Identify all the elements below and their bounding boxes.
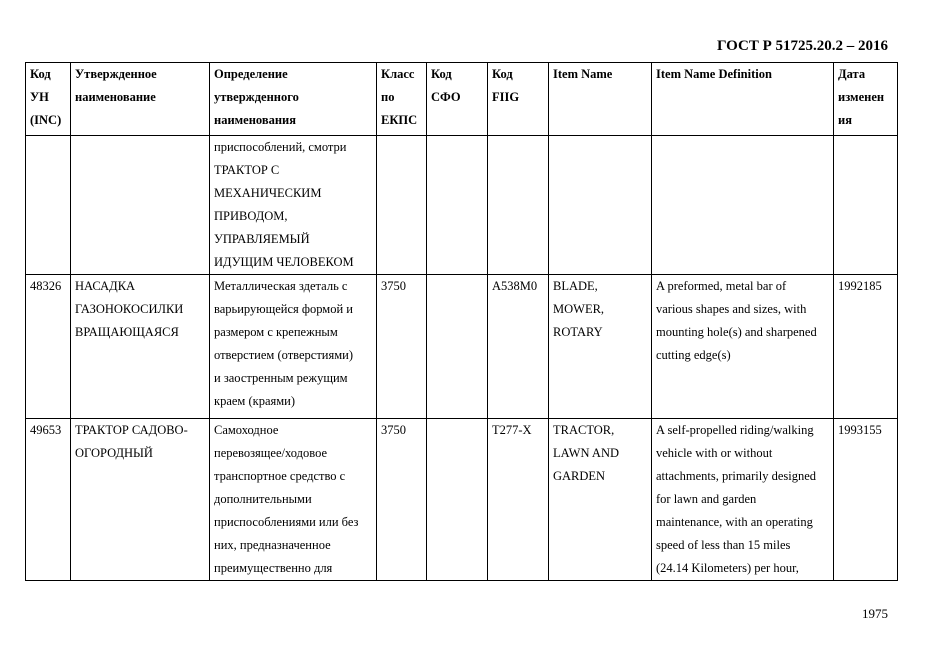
cell-class: 3750: [377, 419, 427, 581]
cell-fiig: A538M0: [488, 275, 549, 419]
cell-item-definition: [652, 136, 834, 275]
table-row: [26, 419, 898, 581]
cell-fiig: T277-X: [488, 419, 549, 581]
cell-sfo: [427, 275, 488, 419]
cell-definition: Самоходное перевозящее/ходовое транспортное средство с дополнительными приспособлениями или без них, предназначенное преимущественно для: [210, 419, 377, 581]
cell-date: 1992185: [834, 275, 898, 419]
cell-date: [834, 136, 898, 275]
nomenclature-table: [25, 62, 898, 581]
cell-code: 49653: [26, 419, 71, 581]
cell-class: [377, 136, 427, 275]
table-row: [26, 275, 898, 419]
cell-item-definition: A preformed, metal bar of various shapes and sizes, with mounting hole(s) and sharpened cutting edge(s): [652, 275, 834, 419]
cell-name: [71, 136, 210, 275]
cell-sfo: [427, 419, 488, 581]
header-ekps-class: Класс по ЕКПС: [377, 63, 427, 136]
cell-item-definition: A self-propelled riding/walking vehicle with or without attachments, primarily designed for lawn and garden maintenance, with an operating speed of less than 15 miles (24.14 Kilometers) per hour,: [652, 419, 834, 581]
header-sfo-code: Код СФО: [427, 63, 488, 136]
header-fiig-code: Код FIIG: [488, 63, 549, 136]
cell-item-name: TRACTOR, LAWN AND GARDEN: [549, 419, 652, 581]
table-row-continuation: [26, 136, 898, 275]
header-inc-code: Код УН (INC): [26, 63, 71, 136]
cell-date: 1993155: [834, 419, 898, 581]
cell-fiig: [488, 136, 549, 275]
cell-definition: Металлическая здеталь с варьирующейся формой и размером с крепежным отверстием (отверстиями) и заостренным режущим краем (краями): [210, 275, 377, 419]
cell-name: НАСАДКА ГАЗОНОКОСИЛКИ ВРАЩАЮЩАЯСЯ: [71, 275, 210, 419]
header-item-name: Item Name: [549, 63, 652, 136]
cell-definition: приспособлений, смотри ТРАКТОР С МЕХАНИЧЕСКИМ ПРИВОДОМ, УПРАВЛЯЕМЫЙ ИДУЩИМ ЧЕЛОВЕКОМ: [210, 136, 377, 275]
cell-item-name: BLADE, MOWER, ROTARY: [549, 275, 652, 419]
header-change-date: Дата изменен ия: [834, 63, 898, 136]
page-number: 1975: [862, 606, 888, 621]
header-name-definition: Определение утвержденного наименования: [210, 63, 377, 136]
cell-class: 3750: [377, 275, 427, 419]
cell-code: 48326: [26, 275, 71, 419]
cell-name: ТРАКТОР САДОВО- ОГОРОДНЫЙ: [71, 419, 210, 581]
header-item-name-definition: Item Name Definition: [652, 63, 834, 136]
cell-sfo: [427, 136, 488, 275]
cell-code: [26, 136, 71, 275]
header-approved-name: Утвержденное наименование: [71, 63, 210, 136]
table-header-row: [26, 63, 898, 136]
cell-item-name: [549, 136, 652, 275]
document-standard-header: ГОСТ Р 51725.20.2 – 2016: [716, 38, 888, 54]
